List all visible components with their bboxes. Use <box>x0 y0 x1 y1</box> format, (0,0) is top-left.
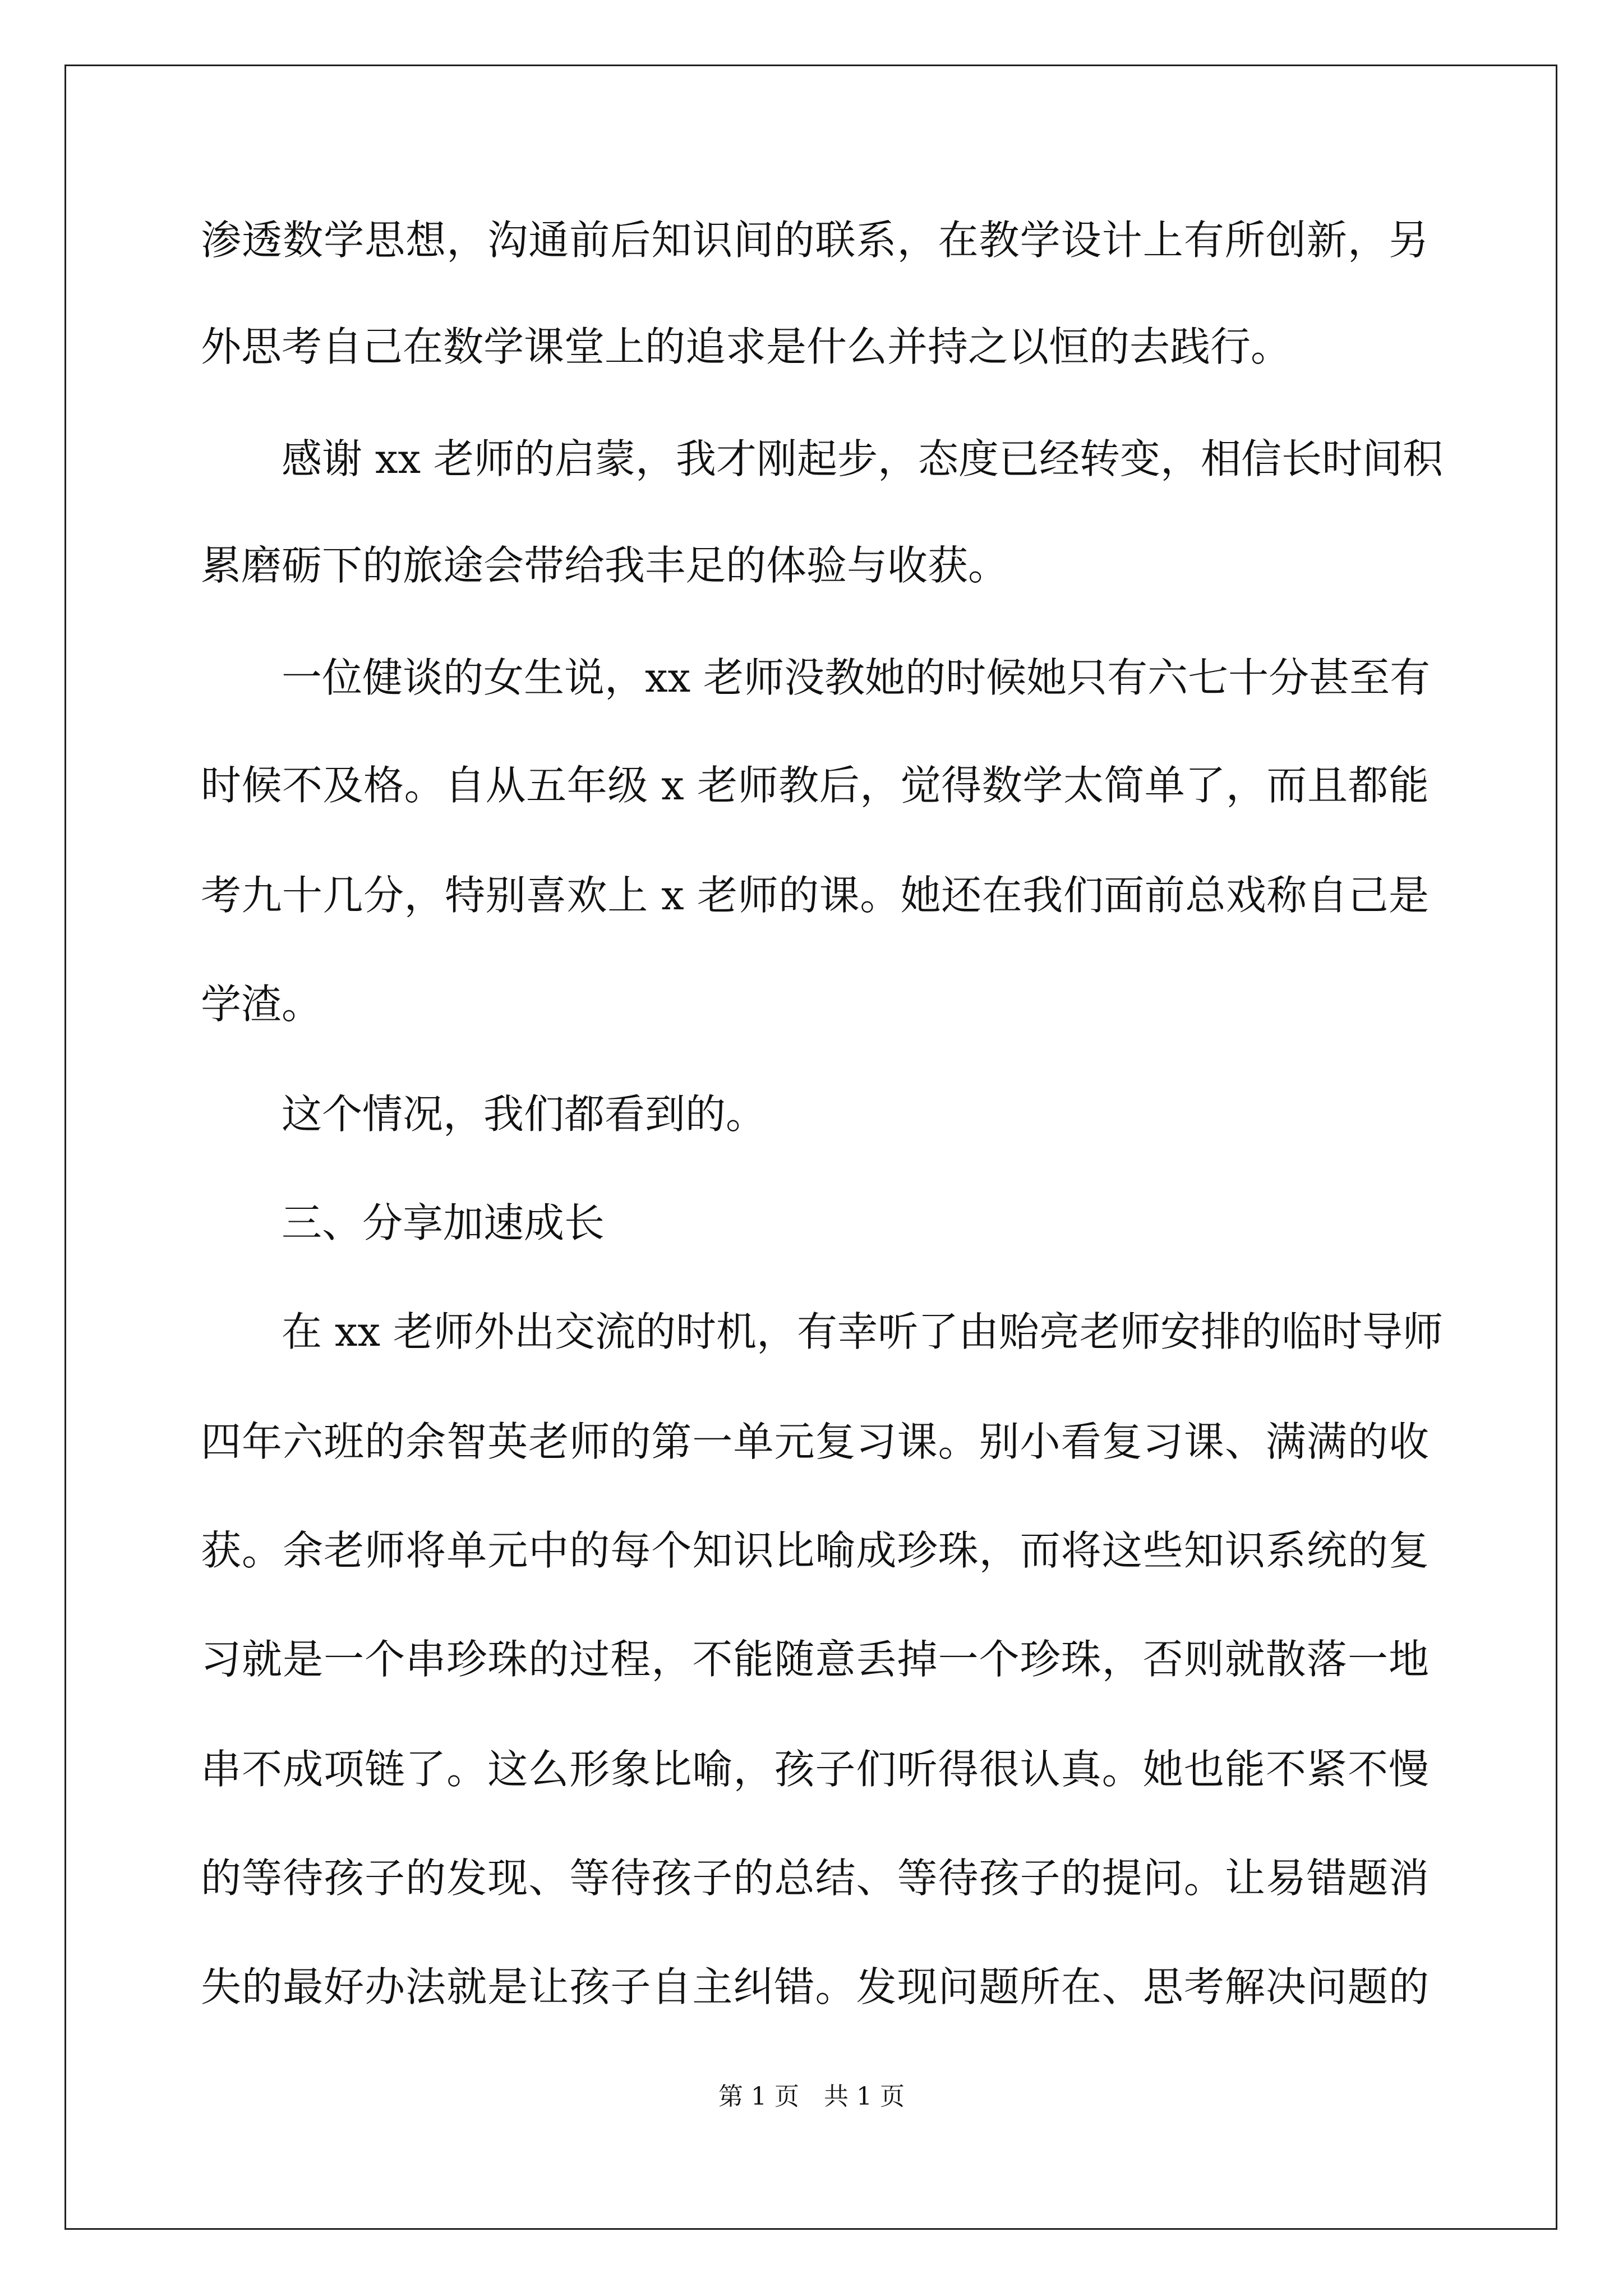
text-line: 一位健谈的女生说，xx 老师没教她的时候她只有六七十分甚至有 <box>282 654 1431 701</box>
page-number: 第 1 页 共 1 页 <box>718 2082 905 2111</box>
text-line: 的等待孩子的发现、等待孩子的总结、等待孩子的提问。让易错题消 <box>201 1855 1429 1902</box>
text-line: 串不成项链了。这么形象比喻，孩子们听得很认真。她也能不紧不慢 <box>201 1746 1429 1793</box>
text-line: 感谢 xx 老师的启蒙，我才刚起步，态度已经转变，相信长时间积 <box>282 435 1443 482</box>
text-line: 失的最好办法就是让孩子自主纠错。发现问题所在、思考解决问题的 <box>201 1963 1429 2010</box>
text-line: 学渣。 <box>201 981 322 1028</box>
text-line: 习就是一个串珍珠的过程，不能随意丢掉一个珍珠，否则就散落一地 <box>201 1636 1429 1683</box>
section-heading: 三、分享加速成长 <box>282 1199 605 1246</box>
text-line: 在 xx 老师外出交流的时机，有幸听了由贻亮老师安排的临时导师 <box>282 1308 1443 1355</box>
text-line: 外思考自己在数学课堂上的追求是什么并持之以恒的去践行。 <box>201 323 1292 370</box>
text-line: 渗透数学思想，沟通前后知识间的联系，在教学设计上有所创新，另 <box>201 217 1429 264</box>
text-line: 四年六班的余智英老师的第一单元复习课。别小看复习课、满满的收 <box>201 1418 1429 1465</box>
text-line: 这个情况，我们都看到的。 <box>282 1091 767 1138</box>
text-line: 累磨砺下的旅途会带给我丰足的体验与收获。 <box>201 542 1009 589</box>
text-line: 获。余老师将单元中的每个知识比喻成珍珠，而将这些知识系统的复 <box>201 1527 1429 1574</box>
text-line: 时候不及格。自从五年级 x 老师教后，觉得数学太简单了，而且都能 <box>201 762 1429 809</box>
text-line: 考九十几分，特别喜欢上 x 老师的课。她还在我们面前总戏称自己是 <box>201 872 1429 919</box>
